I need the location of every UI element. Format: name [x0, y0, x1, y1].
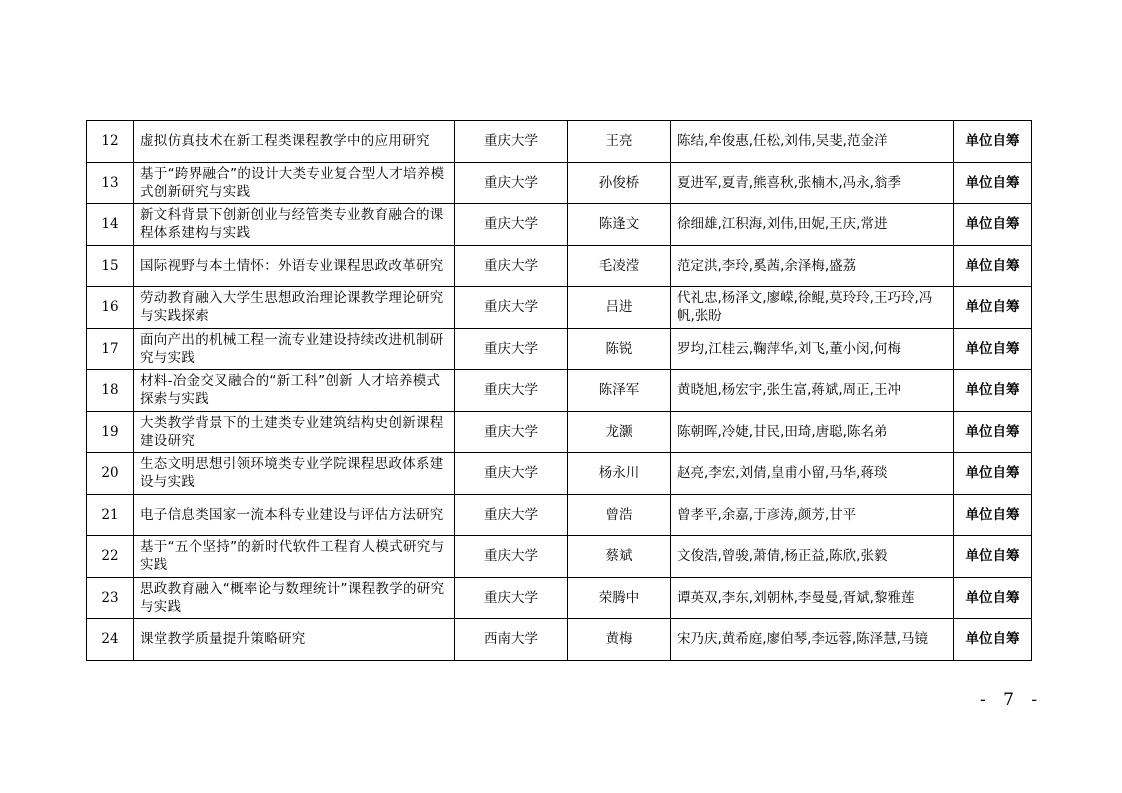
row-number-cell: 13	[87, 162, 134, 204]
team-members-cell: 谭英双,李东,刘朝林,李曼曼,胥斌,黎雅莲	[671, 577, 954, 619]
project-leader-cell: 毛凌滢	[568, 245, 671, 287]
project-title-cell: 材料-冶金交叉融合的“新工科”创新 人才培养模式探索与实践	[134, 370, 455, 412]
project-leader-cell: 龙灏	[568, 411, 671, 453]
table-row	[87, 121, 1032, 163]
school-name-cell: 重庆大学	[455, 121, 568, 163]
school-name-cell: 重庆大学	[455, 245, 568, 287]
row-number-cell: 15	[87, 245, 134, 287]
team-members-cell: 曾孝平,余嘉,于彦涛,颜芳,甘平	[671, 494, 954, 536]
project-title-cell: 大类教学背景下的土建类专业建筑结构史创新课程建设研究	[134, 411, 455, 453]
page-number: - 7 -	[980, 690, 1044, 710]
row-number-cell: 20	[87, 453, 134, 495]
funding-source-cell: 单位自筹	[954, 245, 1032, 287]
table-row	[87, 245, 1032, 287]
school-name-cell: 重庆大学	[455, 287, 568, 329]
project-table	[86, 120, 1032, 661]
project-leader-cell: 陈锐	[568, 328, 671, 370]
school-name-cell: 重庆大学	[455, 328, 568, 370]
funding-source-cell: 单位自筹	[954, 577, 1032, 619]
project-title-cell: 基于“五个坚持”的新时代软件工程育人模式研究与实践	[134, 536, 455, 578]
project-title-cell: 思政教育融入“概率论与数理统计”课程教学的研究与实践	[134, 577, 455, 619]
team-members-cell: 黄晓旭,杨宏宇,张生富,蒋斌,周正,王冲	[671, 370, 954, 412]
table-row	[87, 204, 1032, 246]
team-members-cell: 范定洪,李玲,奚茜,余泽梅,盛荔	[671, 245, 954, 287]
school-name-cell: 重庆大学	[455, 370, 568, 412]
school-name-cell: 重庆大学	[455, 204, 568, 246]
funding-source-cell: 单位自筹	[954, 328, 1032, 370]
project-leader-cell: 曾浩	[568, 494, 671, 536]
team-members-cell: 夏进军,夏青,熊喜秋,张楠木,冯永,翁季	[671, 162, 954, 204]
project-leader-cell: 孙俊桥	[568, 162, 671, 204]
funding-source-cell: 单位自筹	[954, 287, 1032, 329]
project-leader-cell: 陈泽军	[568, 370, 671, 412]
team-members-cell: 陈结,牟俊惠,任松,刘伟,吴斐,范金洋	[671, 121, 954, 163]
team-members-cell: 文俊浩,曾骏,萧倩,杨正益,陈欣,张毅	[671, 536, 954, 578]
row-number-cell: 19	[87, 411, 134, 453]
school-name-cell: 重庆大学	[455, 453, 568, 495]
team-members-cell: 罗均,江桂云,鞠萍华,刘飞,董小闵,何梅	[671, 328, 954, 370]
project-leader-cell: 蔡斌	[568, 536, 671, 578]
funding-source-cell: 单位自筹	[954, 536, 1032, 578]
project-leader-cell: 陈逢文	[568, 204, 671, 246]
table-row	[87, 328, 1032, 370]
school-name-cell: 重庆大学	[455, 577, 568, 619]
row-number-cell: 23	[87, 577, 134, 619]
project-title-cell: 课堂教学质量提升策略研究	[134, 619, 455, 661]
team-members-cell: 陈朝晖,冷婕,甘民,田琦,唐聪,陈名弟	[671, 411, 954, 453]
project-table-body	[87, 121, 1032, 661]
row-number-cell: 24	[87, 619, 134, 661]
funding-source-cell: 单位自筹	[954, 619, 1032, 661]
table-row	[87, 536, 1032, 578]
table-row	[87, 494, 1032, 536]
funding-source-cell: 单位自筹	[954, 370, 1032, 412]
school-name-cell: 重庆大学	[455, 494, 568, 536]
project-title-cell: 电子信息类国家一流本科专业建设与评估方法研究	[134, 494, 455, 536]
team-members-cell: 代礼忠,杨泽文,廖嵘,徐鲲,莫玲玲,王巧玲,冯帆,张盼	[671, 287, 954, 329]
team-members-cell: 宋乃庆,黄希庭,廖伯琴,李远蓉,陈泽慧,马镜	[671, 619, 954, 661]
funding-source-cell: 单位自筹	[954, 162, 1032, 204]
table-row	[87, 370, 1032, 412]
row-number-cell: 22	[87, 536, 134, 578]
project-title-cell: 面向产出的机械工程一流专业建设持续改进机制研究与实践	[134, 328, 455, 370]
row-number-cell: 21	[87, 494, 134, 536]
project-title-cell: 劳动教育融入大学生思想政治理论课教学理论研究与实践探索	[134, 287, 455, 329]
table-row	[87, 577, 1032, 619]
table-row	[87, 453, 1032, 495]
project-leader-cell: 荣腾中	[568, 577, 671, 619]
school-name-cell: 重庆大学	[455, 411, 568, 453]
project-title-cell: 虚拟仿真技术在新工程类课程教学中的应用研究	[134, 121, 455, 163]
project-title-cell: 生态文明思想引领环境类专业学院课程思政体系建设与实践	[134, 453, 455, 495]
project-leader-cell: 吕进	[568, 287, 671, 329]
project-title-cell: 基于“跨界融合”的设计大类专业复合型人才培养模式创新研究与实践	[134, 162, 455, 204]
table-row	[87, 619, 1032, 661]
row-number-cell: 16	[87, 287, 134, 329]
project-leader-cell: 黄梅	[568, 619, 671, 661]
project-title-cell: 国际视野与本土情怀：外语专业课程思政改革研究	[134, 245, 455, 287]
project-leader-cell: 杨永川	[568, 453, 671, 495]
school-name-cell: 重庆大学	[455, 536, 568, 578]
row-number-cell: 17	[87, 328, 134, 370]
project-leader-cell: 王亮	[568, 121, 671, 163]
row-number-cell: 12	[87, 121, 134, 163]
funding-source-cell: 单位自筹	[954, 121, 1032, 163]
school-name-cell: 重庆大学	[455, 162, 568, 204]
table-row	[87, 162, 1032, 204]
funding-source-cell: 单位自筹	[954, 204, 1032, 246]
funding-source-cell: 单位自筹	[954, 494, 1032, 536]
team-members-cell: 赵亮,李宏,刘倩,皇甫小留,马华,蒋琰	[671, 453, 954, 495]
funding-source-cell: 单位自筹	[954, 411, 1032, 453]
project-title-cell: 新文科背景下创新创业与经管类专业教育融合的课程体系建构与实践	[134, 204, 455, 246]
team-members-cell: 徐细雄,江积海,刘伟,田妮,王庆,常进	[671, 204, 954, 246]
table-row	[87, 411, 1032, 453]
row-number-cell: 18	[87, 370, 134, 412]
funding-source-cell: 单位自筹	[954, 453, 1032, 495]
table-row	[87, 287, 1032, 329]
row-number-cell: 14	[87, 204, 134, 246]
school-name-cell: 西南大学	[455, 619, 568, 661]
